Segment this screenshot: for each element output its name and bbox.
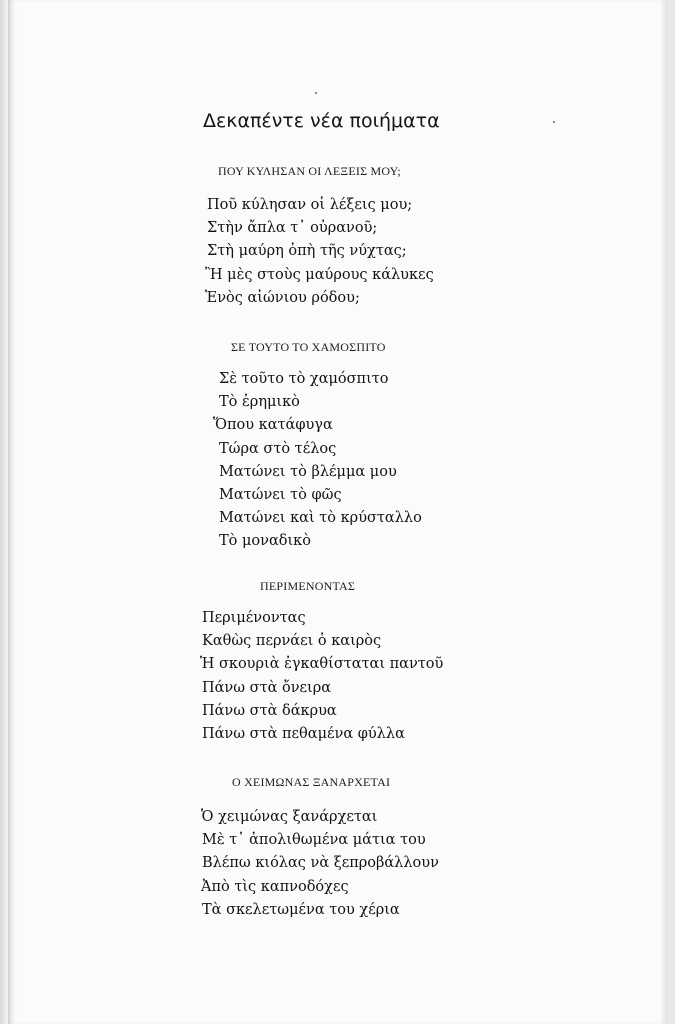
poem-line: Μὲ τ᾽ ἀπολιθωμένα μάτια του xyxy=(202,832,426,849)
poem-2-heading: ΣΕ ΤΟΥΤΟ ΤΟ ΧΑΜΟΣΠΙΤΟ xyxy=(231,340,386,354)
book-title: Δεκαπέντε νέα ποιήματα xyxy=(203,110,440,132)
poem-line: Πάνω στὰ ὄνειρα xyxy=(202,679,332,696)
poem-line: Πάνω στὰ πεθαμένα φύλλα xyxy=(202,726,405,743)
paper-speck xyxy=(553,121,555,123)
poem-line: Ἡ σκουριὰ ἐγκαθίσταται παντοῦ xyxy=(200,656,444,673)
poem-line: Στὴ μαύρη ὀπὴ τῆς νύχτας; xyxy=(207,243,407,260)
poem-line: Σὲ τοῦτο τὸ χαμόσπιτο xyxy=(219,371,389,387)
poem-line: Ματώνει καὶ τὸ κρύσταλλο xyxy=(219,510,422,527)
poem-line: Ματώνει τὸ βλέμμα μου xyxy=(219,463,397,480)
poem-1-body xyxy=(205,194,434,310)
poem-line: Περιμένοντας xyxy=(202,610,306,626)
poem-1-heading: ΠΟΥ ΚΥΛΗΣΑΝ ΟΙ ΛΕΞΕΙΣ ΜΟΥ; xyxy=(218,164,401,178)
poem-line: Τὸ ἐρημικὸ xyxy=(219,394,300,411)
poem-line: Ὅπου κατάφυγα xyxy=(213,417,333,434)
poem-line: Ποῦ κύλησαν οἱ λέξεις μου; xyxy=(207,197,413,213)
poem-line: Καθὼς περνάει ὁ καιρὸς xyxy=(202,633,382,650)
poem-line: Πάνω στὰ δάκρυα xyxy=(202,702,337,719)
poem-line: Βλέπω κιόλας νὰ ξεπροβάλλουν xyxy=(202,855,439,872)
poem-2-body xyxy=(213,368,422,554)
poem-4-body xyxy=(201,806,439,922)
poem-line: Στὴν ἄπλα τ᾽ οὐρανοῦ; xyxy=(207,220,378,237)
paper-speck xyxy=(315,92,317,94)
page-right-edge xyxy=(661,0,668,1024)
page-left-edge xyxy=(0,0,8,1024)
poem-4-heading: Ο ΧΕΙΜΩΝΑΣ ΞΑΝΑΡΧΕΤΑΙ xyxy=(232,775,391,789)
poem-line: Τὰ σκελετωμένα του χέρια xyxy=(202,901,400,918)
poem-3-body xyxy=(200,607,443,746)
poem-3-heading: ΠΕΡΙΜΕΝΟΝΤΑΣ xyxy=(260,579,356,593)
poem-line: Ματώνει τὸ φῶς xyxy=(219,487,342,504)
poem-line: Ὁ χειμώνας ξανάρχεται xyxy=(201,809,378,825)
poem-line: Τώρα στὸ τέλος xyxy=(219,440,337,457)
poem-line: Τὸ μοναδικὸ xyxy=(219,533,311,550)
poem-line: Ἑνὸς αἰώνιου ρόδου; xyxy=(205,289,360,306)
poem-line: Ἀπὸ τὶς καπνοδόχες xyxy=(201,878,349,895)
poem-line: Ἢ μὲς στοὺς μαύρους κάλυκες xyxy=(205,266,434,283)
